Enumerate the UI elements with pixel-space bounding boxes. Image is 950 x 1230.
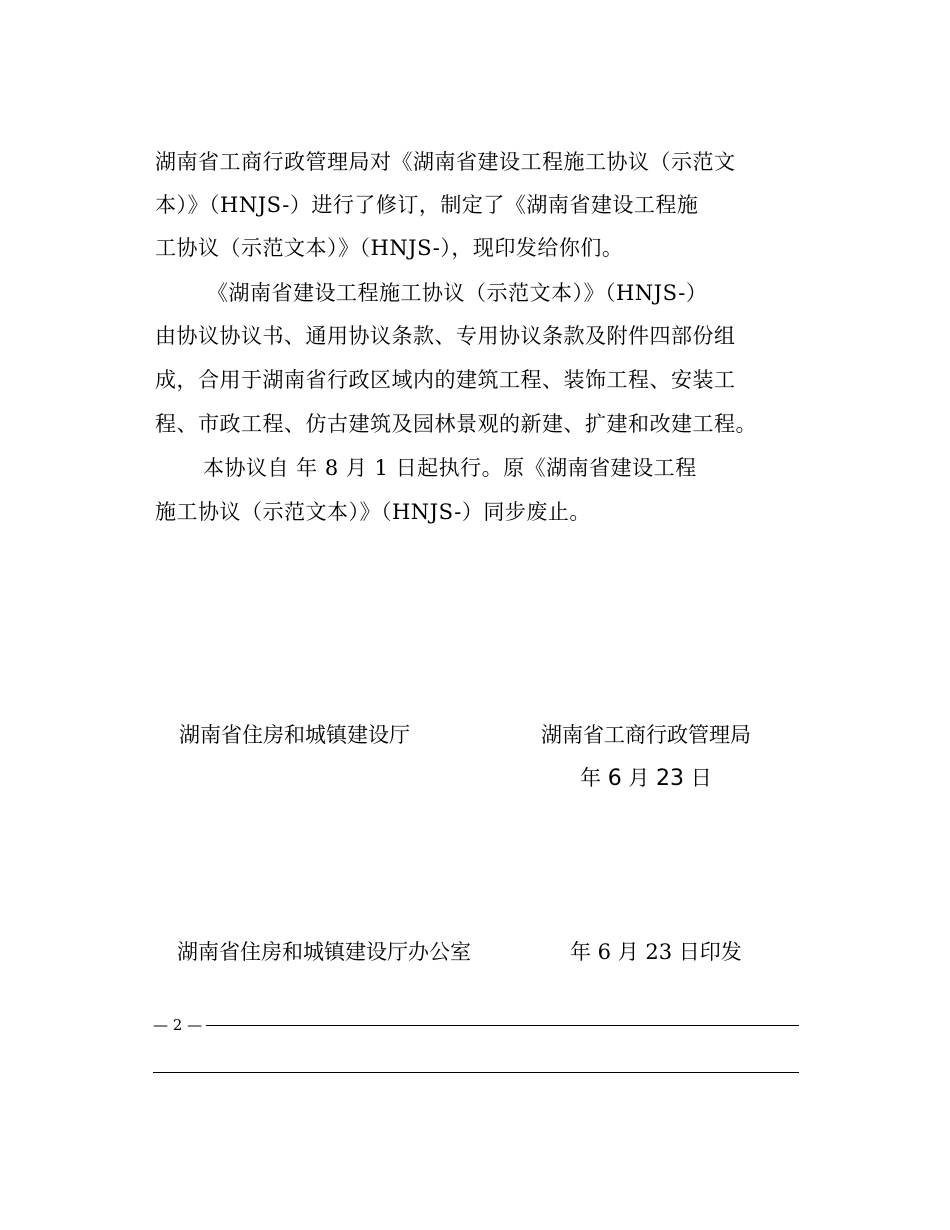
issuing-office: 湖南省住房和城镇建设厅办公室 bbox=[177, 940, 471, 964]
date-day: 23 bbox=[656, 766, 685, 791]
footer-rule-top bbox=[153, 1025, 799, 1026]
issue-date: 年 6 月 23 日印发 bbox=[570, 940, 742, 964]
signature-left-org: 湖南省住房和城镇建设厅 bbox=[179, 723, 410, 747]
signature-right-org: 湖南省工商行政管理局 bbox=[541, 723, 751, 747]
paragraph-line-3: 工协议（示范文本）》（HNJS-），现印发给你们。 bbox=[155, 236, 624, 260]
paragraph-line-1: 湖南省工商行政管理局对《湖南省建设工程施工协议（示范文 bbox=[155, 150, 736, 174]
footer-rule-bottom bbox=[153, 1072, 799, 1073]
paragraph-line-4: 《湖南省建设工程施工协议（示范文本）》（HNJS-） bbox=[207, 281, 708, 305]
date-year-unit: 年 bbox=[580, 766, 608, 790]
paragraph-line-2: 本）》（HNJS-）进行了修订，制定了《湖南省建设工程施 bbox=[155, 193, 699, 217]
paragraph-line-6: 成，合用于湖南省行政区域内的建筑工程、装饰工程、安装工 bbox=[155, 368, 736, 392]
paragraph-line-7: 程、市政工程、仿古建筑及园林景观的新建、扩建和改建工程。 bbox=[155, 412, 757, 436]
paragraph-line-5: 由协议协议书、通用协议条款、专用协议条款及附件四部份组 bbox=[155, 324, 736, 348]
paragraph-line-8: 本协议自 年 8 月 1 日起执行。原《湖南省建设工程 bbox=[203, 456, 697, 480]
signature-date bbox=[580, 762, 712, 795]
date-month: 6 bbox=[607, 766, 622, 791]
page-number: — 2 — bbox=[153, 1016, 206, 1034]
date-month-unit: 月 bbox=[621, 766, 657, 790]
date-day-unit: 日 bbox=[684, 766, 712, 790]
paragraph-line-9: 施工协议（示范文本）》（HNJS-）同步废止。 bbox=[155, 500, 591, 524]
